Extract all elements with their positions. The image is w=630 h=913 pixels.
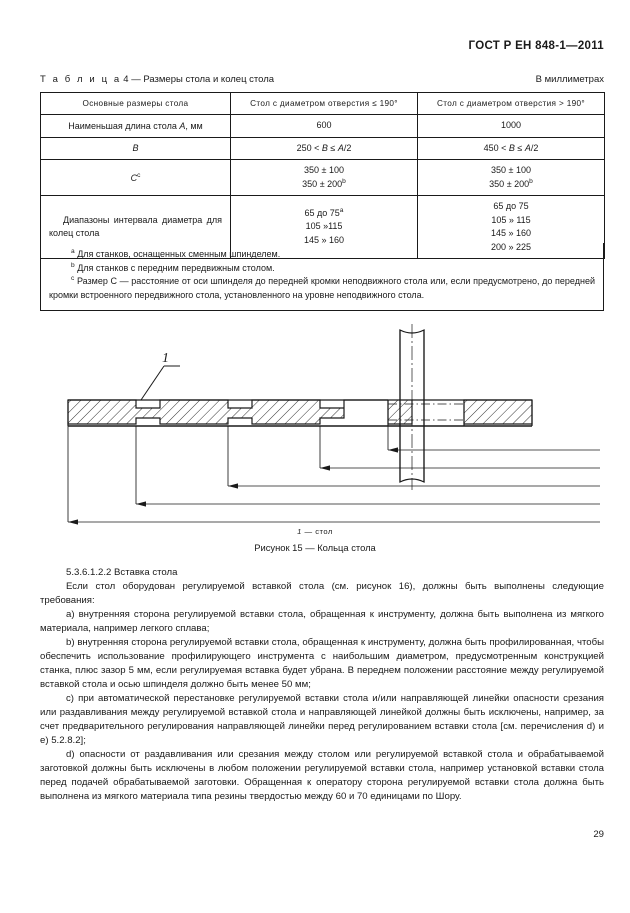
value-line [424, 178, 598, 192]
table-header-cell-0: Основные размеры стола [41, 93, 231, 115]
figure-15-table-rings [40, 322, 604, 532]
dim-arrow-3 [228, 483, 238, 488]
table-cell-value [231, 115, 418, 138]
value-line: 105 »115 [305, 221, 343, 232]
table-caption-row [40, 74, 604, 85]
value-text: 350 ± 200 [302, 178, 343, 189]
footnote-c [49, 275, 595, 302]
body-paragraph-a: a) внутренняя сторона регулируемой вставки стола, обращенная к инструменту, должна быть выполнена из мягкого материала, например легкого сплава; [40, 609, 604, 634]
table-cell-label [41, 115, 231, 138]
callout-leader-1 [141, 351, 180, 400]
value-line: 350 ± 100 [304, 165, 344, 175]
value-text: 350 ± 200 [489, 178, 530, 189]
footnote-mark: a [71, 248, 75, 255]
footnote-marker-c: c [137, 171, 141, 179]
table-cell-value [418, 115, 605, 138]
table-row [41, 115, 605, 138]
leader-line [141, 366, 164, 400]
value-line: 1000 [500, 120, 522, 130]
dimension-lines [68, 447, 600, 524]
value-line: 200 » 225 [490, 241, 532, 252]
value-text: 65 до 75 [304, 207, 340, 218]
table-4-dimensions [40, 92, 605, 259]
footnote-text: Размер C — расстояние от оси шпинделя до передней кромки неподвижного стола или, если предусмотрено, до передней кромки встроенного передвижного стола, установленного на уровне неподвижного стола. [49, 276, 595, 301]
table-cell-value [418, 137, 605, 160]
body-paragraph-intro: Если стол оборудован регулируемой вставкой стола (см. рисунок 16), должны быть выполнены следующие требования: [40, 581, 604, 606]
value-line [237, 207, 411, 221]
table-units-note: В миллиметрах [535, 74, 604, 85]
value-line: 450 < B ≤ A/2 [483, 142, 539, 153]
body-paragraph-d: d) опасности от раздавливания или срезания между столом или регулируемой вставкой стола и обрабатываемой заготовкой должны быть исключены в любом положении регулируемой вставки стола, например установкой вставки стола перед подачей обрабатываемой заготовки. Обращенная к оператору сторона регулируемой вставки стола должна быть выполнена из мягкого материала типа резины твердостью между 60 и 70 единицами по Шору. [40, 749, 604, 802]
body-paragraph-b: b) внутренняя сторона регулируемой вставки стола, обращенная к инструменту, должна быть профилированная, чтобы обеспечить использование профилирующего инструмента с наибольшим диаметром, предусмотренным конструкцией станка, плюс зазор 5 мм, если регулируемая вставка будет убрана. В переднем положении расстояние между регулируемой вставкой стола и осью шпинделя должно быть менее 50 мм; [40, 637, 604, 690]
dim-arrow-4 [136, 501, 146, 506]
table-row [41, 160, 605, 196]
table-cell-value [418, 160, 605, 196]
footnote-mark: c [71, 275, 75, 283]
row-label-text-1: Наименьшая длина стола A, мм [68, 120, 203, 131]
table-caption-dash: — [131, 74, 141, 85]
table-caption [40, 74, 274, 85]
body-paragraph-c: c) при автоматической перестановке регулируемой вставки стола и/или направляющей линейки опасности срезания или раздавливания между регулируемой вставкой стола и направляющей линейкой должны быть исключены, например, за счет предварительного регулирования направляющей линейки перед регулированием вставки стола [см. перечисления d) и e) 5.2.8.2]; [40, 693, 604, 746]
value-line: 105 » 115 [491, 214, 531, 225]
figure-key-number: 1 [297, 527, 302, 536]
table-plate-section [68, 400, 532, 426]
running-head-standard-number: ГОСТ Р ЕН 848-1—2011 [468, 40, 604, 52]
table-row [41, 137, 605, 160]
table-header-row [41, 93, 605, 115]
row-label-text-3: C [130, 172, 138, 183]
table-caption-prefix: Т а б л и ц а [40, 74, 122, 85]
table-caption-number: 4 [123, 74, 129, 85]
table-footnotes [40, 243, 604, 311]
footnote-marker-a: a [339, 206, 344, 214]
table-caption-title: Размеры стола и колец стола [143, 74, 275, 85]
table-header-cell-2: Стол с диаметром отверстия > 190° [418, 93, 605, 115]
footnote-marker-b: b [529, 177, 533, 185]
table-cell-label [41, 137, 231, 160]
value-line: 145 » 160 [303, 234, 345, 245]
dim-arrow-2 [320, 465, 330, 470]
footnote-text: Для станков с передним передвижным столом. [77, 262, 275, 273]
footnote-text: Для станков, оснащенных сменным шпинделем. [77, 249, 281, 259]
table-cell-label [41, 160, 231, 196]
value-line [237, 178, 411, 192]
callout-label-1: 1 [162, 351, 169, 366]
table-header-cell-1: Стол с диаметром отверстия ≤ 190° [231, 93, 418, 115]
figure-key-dash: — [304, 527, 313, 536]
value-line: 65 до 75 [493, 201, 529, 211]
dim-arrow-5 [68, 519, 78, 524]
extension-lines [68, 426, 388, 522]
figure-key [0, 527, 630, 536]
clause-heading: 5.3.6.1.2.2 Вставка стола [66, 567, 178, 578]
footnote-mark: b [71, 261, 75, 269]
footnote-a [49, 248, 595, 262]
value-line: 350 ± 100 [491, 165, 531, 175]
footnote-marker-b: b [342, 177, 346, 185]
value-line: 600 [316, 120, 332, 130]
plate-left-hatched [68, 400, 412, 424]
table-cell-label: Диапазоны интервала диаметра для колец стола [41, 196, 231, 259]
body-text [40, 566, 604, 804]
figure-caption: Рисунок 15 — Кольца стола [254, 542, 376, 553]
dim-arrow-1 [388, 447, 398, 452]
value-line: 250 < B ≤ A/2 [296, 142, 352, 153]
plate-right-hatched [464, 400, 532, 424]
row-label-text-2: B [132, 143, 139, 154]
figure-drawing [40, 322, 604, 532]
table-cell-value [231, 137, 418, 160]
table-cell-value [231, 160, 418, 196]
page-number: 29 [593, 829, 604, 840]
figure-key-text: стол [315, 527, 333, 536]
value-line: 145 » 160 [490, 228, 532, 238]
footnote-b [49, 262, 595, 276]
